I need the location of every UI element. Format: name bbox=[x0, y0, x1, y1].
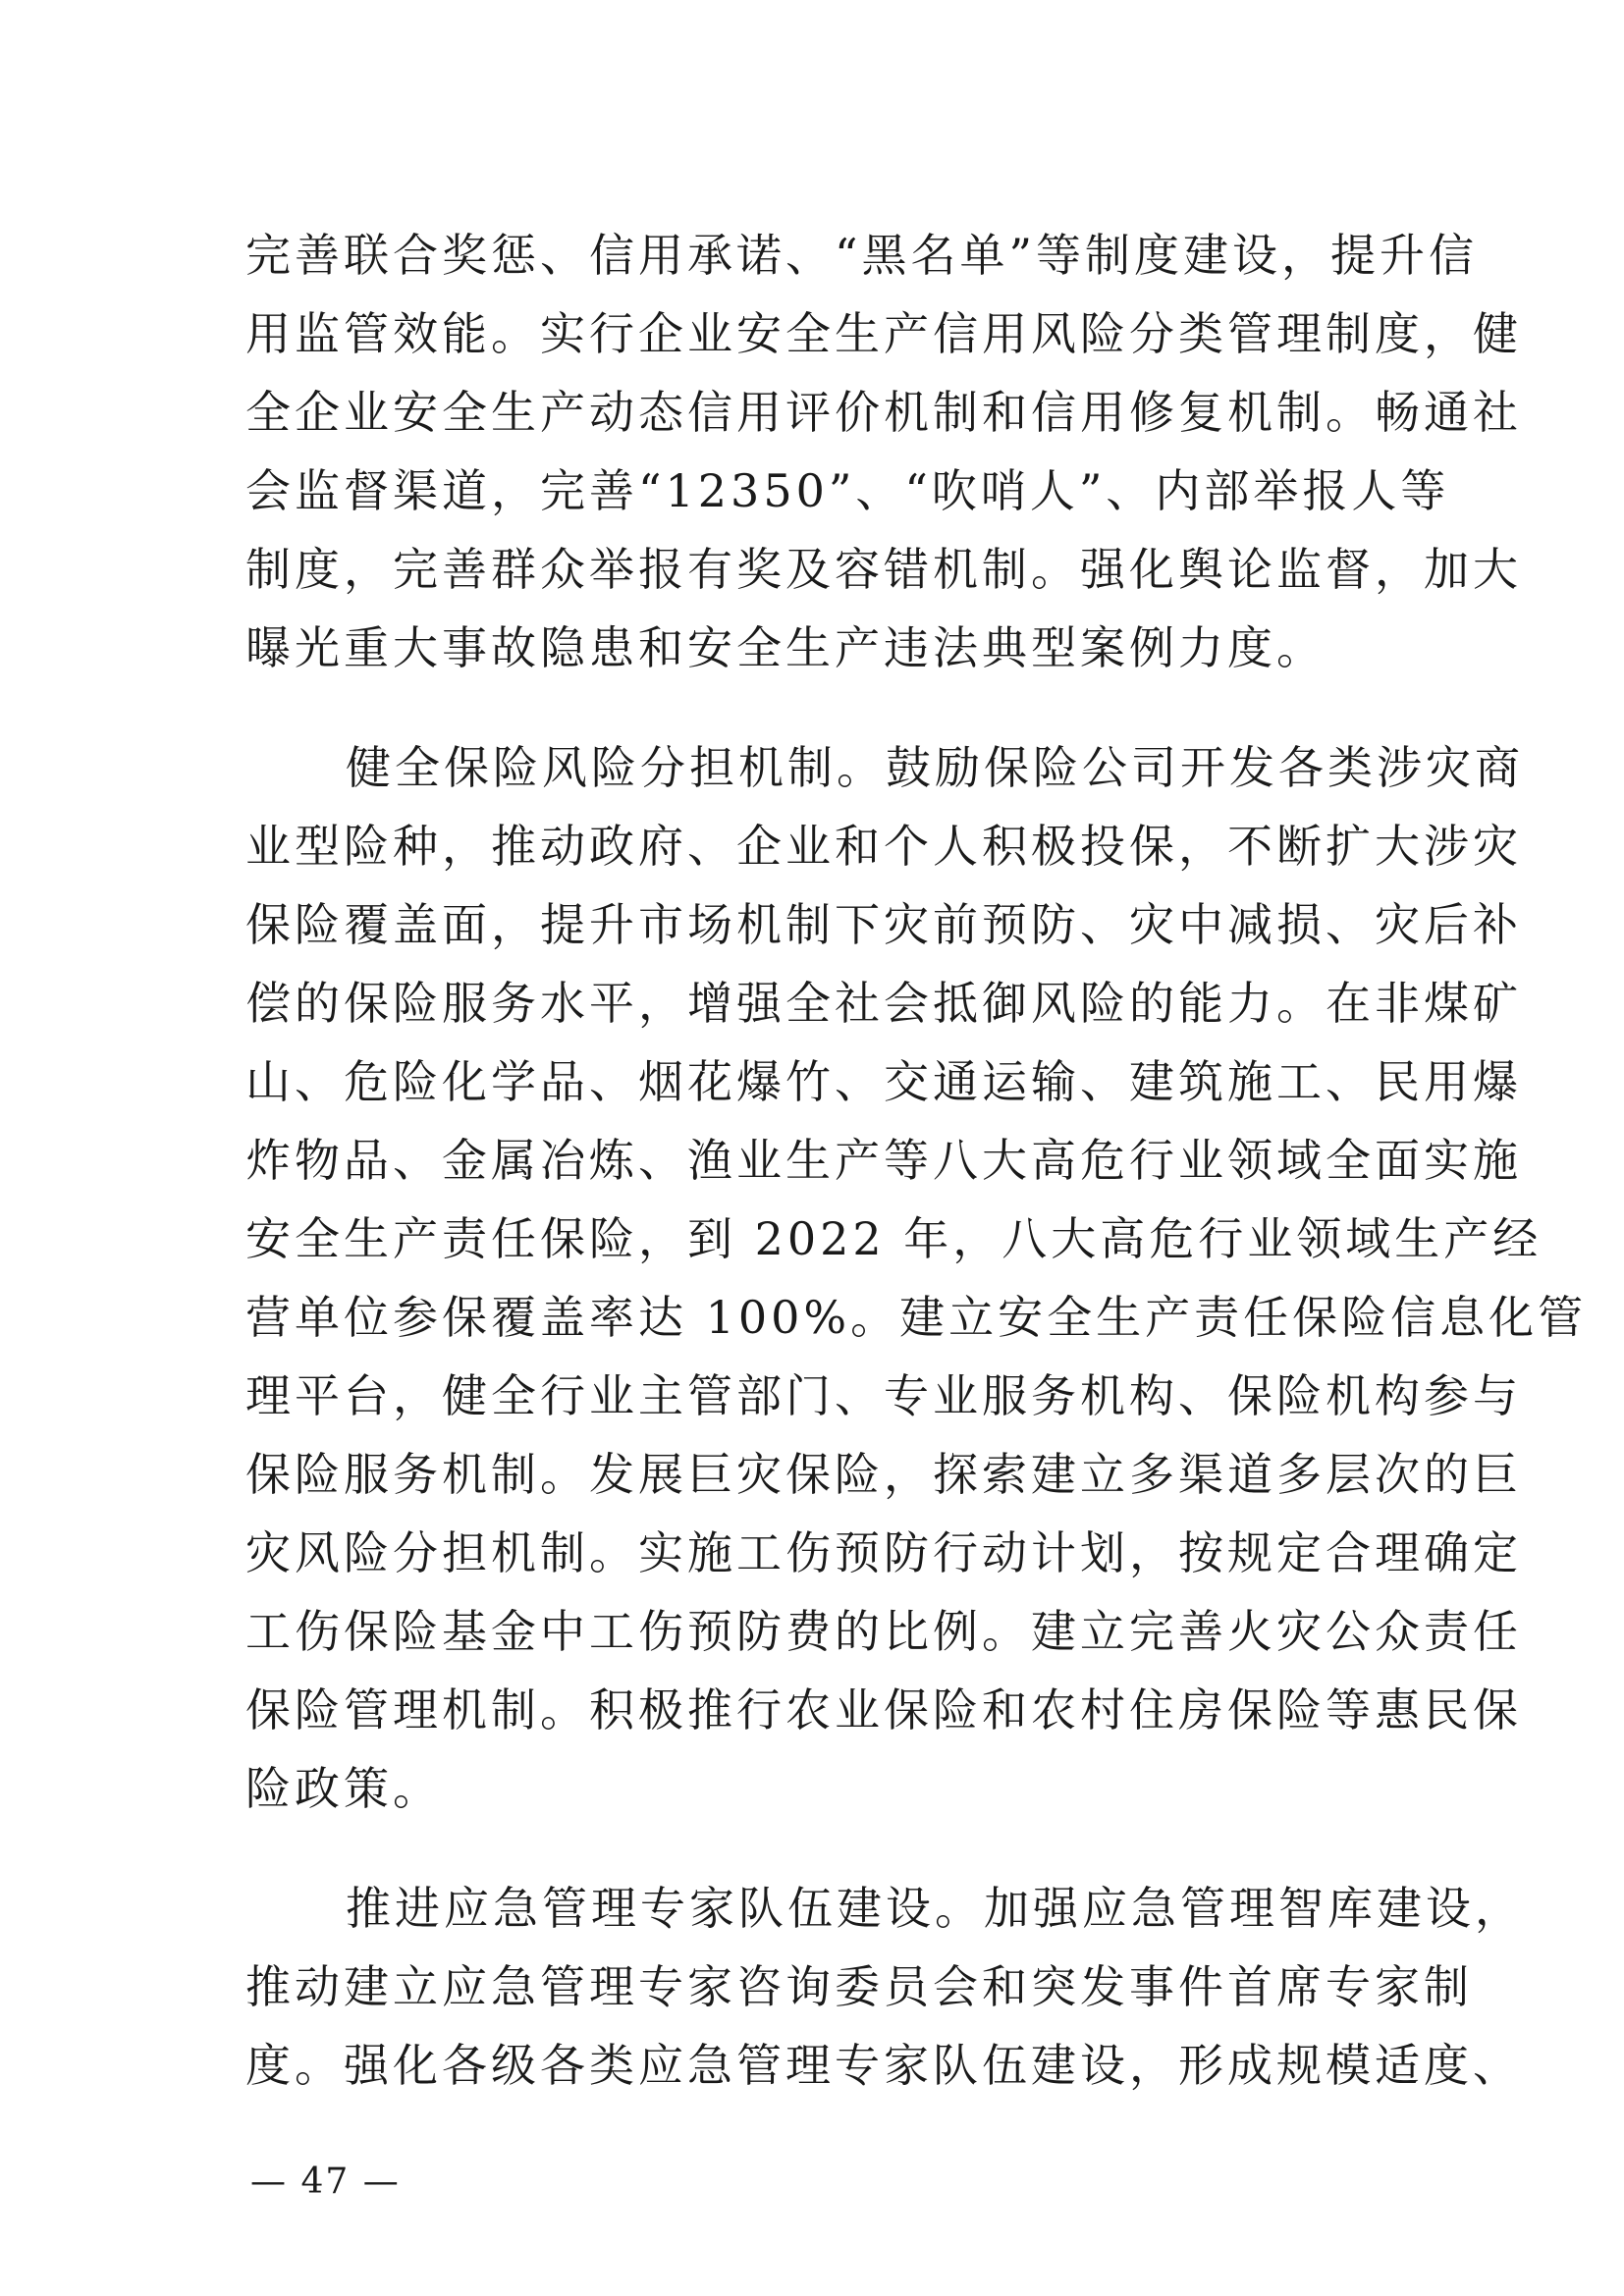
paragraph-2 bbox=[245, 728, 1588, 1828]
paragraph-3 bbox=[245, 1869, 1524, 2105]
text-line: 保险覆盖面，提升市场机制下灾前预防、灾中减损、灾后补 bbox=[245, 898, 1522, 951]
text-line: 度。强化各级各类应急管理专家队伍建设，形成规模适度、 bbox=[245, 2039, 1522, 2092]
text-line: 安全生产责任保险，到 2022 年，八大高危行业领域生产经 bbox=[245, 1212, 1543, 1265]
text-line: 炸物品、金属冶炼、渔业生产等八大高危行业领域全面实施 bbox=[245, 1134, 1522, 1187]
text-line: 推进应急管理专家队伍建设。加强应急管理智库建设， bbox=[346, 1882, 1524, 1935]
text-line: 业型险种，推动政府、企业和个人积极投保，不断扩大涉灾 bbox=[245, 820, 1522, 873]
text-line: 会监督渠道，完善“12350”、“吹哨人”、内部举报人等 bbox=[245, 464, 1450, 517]
page-number: — 47 — bbox=[250, 2162, 401, 2202]
text-line: 完善联合奖惩、信用承诺、“黑名单”等制度建设，提升信 bbox=[245, 229, 1479, 282]
text-line: 推动建立应急管理专家咨询委员会和突发事件首席专家制 bbox=[245, 1960, 1473, 2013]
text-line: 理平台，健全行业主管部门、专业服务机构、保险机构参与 bbox=[245, 1369, 1522, 1422]
text-line: 保险管理机制。积极推行农业保险和农村住房保险等惠民保 bbox=[245, 1683, 1522, 1736]
text-line: 全企业安全生产动态信用评价机制和信用修复机制。畅通社 bbox=[245, 386, 1522, 439]
body-text bbox=[245, 216, 1588, 2105]
text-line: 险政策。 bbox=[245, 1762, 442, 1815]
text-line: 偿的保险服务水平，增强全社会抵御风险的能力。在非煤矿 bbox=[245, 977, 1522, 1030]
text-line: 健全保险风险分担机制。鼓励保险公司开发各类涉灾商 bbox=[346, 741, 1524, 794]
text-line: 营单位参保覆盖率达 100%。建立安全生产责任保险信息化管 bbox=[245, 1291, 1588, 1344]
text-line: 灾风险分担机制。实施工伤预防行动计划，按规定合理确定 bbox=[245, 1526, 1522, 1579]
paragraph-1 bbox=[245, 216, 1522, 687]
text-line: 工伤保险基金中工伤预防费的比例。建立完善火灾公众责任 bbox=[245, 1605, 1522, 1658]
text-line: 保险服务机制。发展巨灾保险，探索建立多渠道多层次的巨 bbox=[245, 1448, 1522, 1501]
text-line: 用监管效能。实行企业安全生产信用风险分类管理制度，健 bbox=[245, 307, 1522, 360]
text-line: 制度，完善群众举报有奖及容错机制。强化舆论监督，加大 bbox=[245, 543, 1522, 596]
text-line: 山、危险化学品、烟花爆竹、交通运输、建筑施工、民用爆 bbox=[245, 1055, 1522, 1108]
text-line: 曝光重大事故隐患和安全生产违法典型案例力度。 bbox=[245, 621, 1326, 674]
